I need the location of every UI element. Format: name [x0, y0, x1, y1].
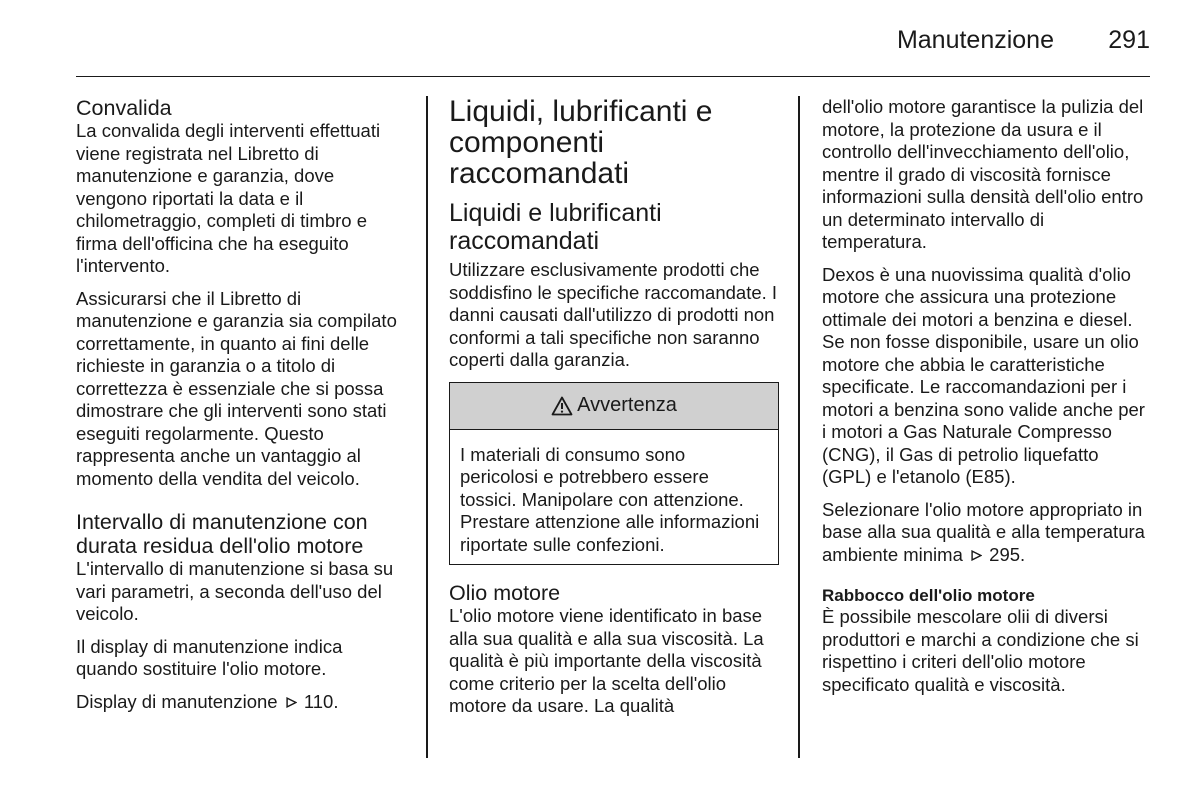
- warning-header: [450, 383, 778, 430]
- paragraph: Dexos è una nuovissima qualità d'olio motore che assicura una protezione ottimale dei motori a benzina e diesel. Se non fosse disponibile, usare un olio motore che abbia le caratteristiche specificate. Le raccomandazioni per i motori a benzina sono valide anche per i motori a Gas Naturale Compresso (CNG), il Gas di petrolio liquefatto (GPL) e l'etanolo (E85).: [822, 263, 1145, 487]
- crossref-page[interactable]: 110.: [303, 690, 339, 712]
- heading-intervallo: Intervallo di manutenzione con durata residua dell'olio motore: [76, 510, 368, 558]
- heading-rabbocco: Rabbocco dell'olio motore: [822, 586, 1035, 605]
- column-right: [822, 96, 1152, 706]
- column-left: [76, 96, 408, 723]
- column-divider: [426, 96, 428, 758]
- heading-olio-motore: Olio motore: [449, 581, 561, 605]
- paragraph: L'olio motore viene identificato in base alla sua qualità e alla sua viscosità. La qualità è più importante della viscosità come criterio per la scelta dell'olio motore da usare. La qualità: [449, 605, 764, 716]
- warning-text: I materiali di consumo sono pericolosi e potrebbero essere tossici. Manipolare con attenzione. Prestare attenzione alle informazioni riportate sulle confezioni.: [460, 443, 760, 555]
- warning-label: Avvertenza: [577, 394, 677, 416]
- crossref-text: Selezionare l'olio motore appropriato in base alla sua qualità e alla temperatura ambiente minima: [822, 498, 1145, 565]
- warning-box: [449, 382, 779, 566]
- section-title: Manutenzione: [896, 26, 1054, 54]
- paragraph: Assicurarsi che il Libretto di manutenzione e garanzia sia compilato correttamente, in quanto ai fini delle richieste in garanzia o a titolo di correttezza è essenziale che si possa dimostrare che gli interventi sono stati eseguiti regolarmente. Questo rappresenta anche un vantaggio al momento della vendita del veicolo.: [76, 287, 397, 489]
- paragraph: La convalida degli interventi effettuati viene registrata nel Libretto di manutenzione e garanzia, dove vengono riportati la data e il chilometraggio, completi di timbro e firma dell'officina che ha eseguito l'intervento.: [76, 120, 381, 276]
- paragraph: dell'olio motore garantisce la pulizia del motore, la protezione da usura e il controllo dell'invecchiamento dell'olio, mentre il grado di viscosità fornisce informazioni sulla densità dell'olio entro un determinato intervallo di temperatura.: [822, 96, 1144, 252]
- crossref-page[interactable]: 295.: [989, 543, 1026, 565]
- paragraph-crossref: [822, 499, 1152, 567]
- column-divider: [798, 96, 800, 758]
- warning-triangle-icon: [551, 396, 573, 416]
- heading-convalida: Convalida: [76, 96, 172, 120]
- warning-body: [450, 430, 778, 565]
- paragraph: L'intervallo di manutenzione si basa su vari parametri, a seconda dell'uso del veicolo.: [76, 558, 394, 624]
- column-middle: [449, 96, 779, 728]
- paragraph: Il display di manutenzione indica quando sostituire l'olio motore.: [76, 635, 343, 679]
- page-reference-arrow-icon: [971, 550, 982, 561]
- crossref-text: Display di manutenzione: [76, 690, 278, 712]
- subsection-heading: Liquidi e lubrificanti raccomandati: [449, 199, 662, 255]
- page-number: 291: [1108, 26, 1150, 54]
- paragraph: È possibile mescolare olii di diversi produttori e marchi a condizione che si rispettino i criteri dell'olio motore specificato qualità e viscosità.: [822, 606, 1139, 695]
- paragraph: Utilizzare esclusivamente prodotti che soddisfino le specifiche raccomandate. I danni causati dall'utilizzo di prodotti non conformi a tali specifiche non saranno coperti dalla garanzia.: [449, 259, 778, 370]
- paragraph-crossref: [76, 691, 408, 714]
- section-heading: Liquidi, lubrificanti e componenti raccomandati: [449, 95, 713, 190]
- page-reference-arrow-icon: [286, 697, 297, 708]
- page-header: [76, 0, 1150, 77]
